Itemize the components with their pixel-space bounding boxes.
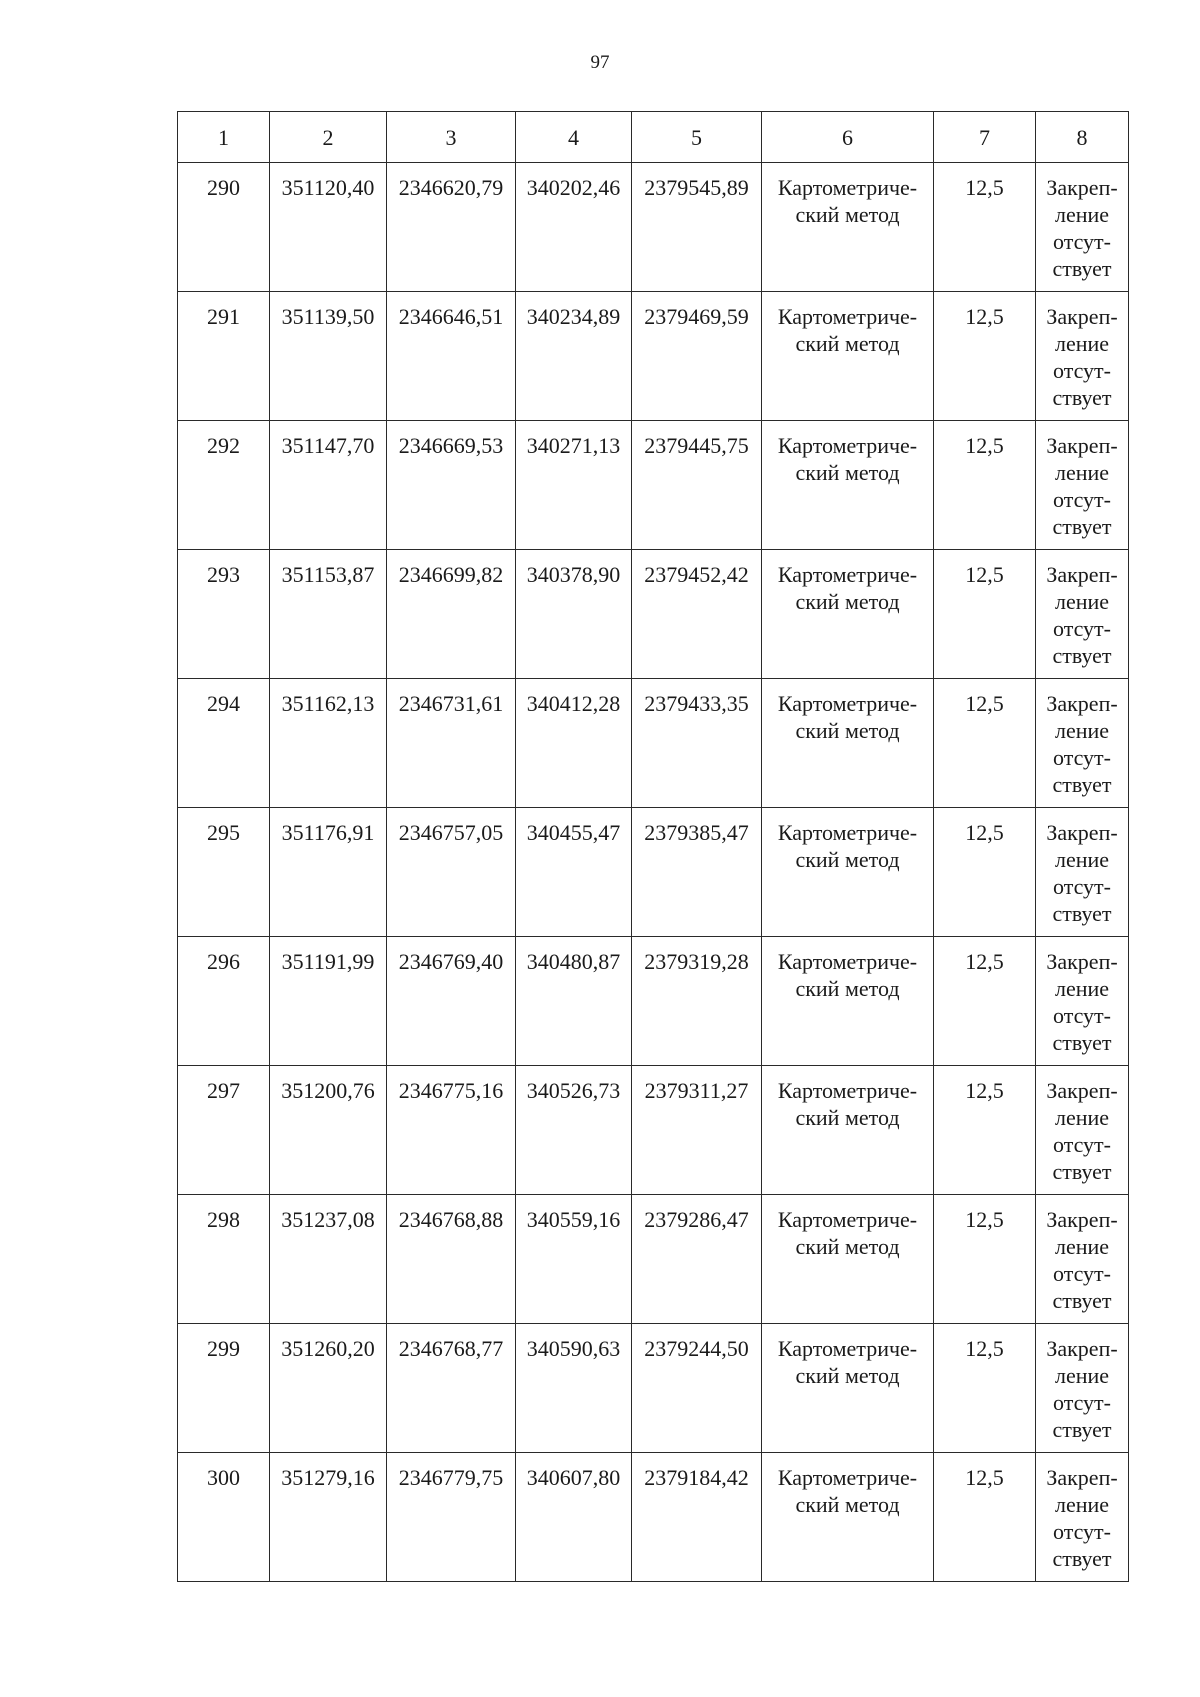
x-coordinate-2-cell: 340480,87 — [516, 937, 632, 1066]
x-coordinate-2-cell: 340559,16 — [516, 1195, 632, 1324]
fixing-description-cell: Закреп-ление отсут-ствует — [1036, 679, 1129, 808]
header-row — [178, 112, 1129, 163]
method-cell: Картометриче-ский метод — [762, 550, 934, 679]
method-cell: Картометриче-ский метод — [762, 937, 934, 1066]
x-coordinate-2-cell: 340590,63 — [516, 1324, 632, 1453]
y-coordinate-2-cell: 2379244,50 — [632, 1324, 762, 1453]
x-coordinate-2-cell: 340455,47 — [516, 808, 632, 937]
table-row — [178, 808, 1129, 937]
x-coordinate-1-cell: 351237,08 — [270, 1195, 387, 1324]
y-coordinate-1-cell: 2346769,40 — [387, 937, 516, 1066]
accuracy-cell: 12,5 — [934, 679, 1036, 808]
table-row — [178, 421, 1129, 550]
y-coordinate-1-cell: 2346699,82 — [387, 550, 516, 679]
column-header: 6 — [762, 112, 934, 163]
x-coordinate-1-cell: 351162,13 — [270, 679, 387, 808]
table-row — [178, 163, 1129, 292]
method-cell: Картометриче-ский метод — [762, 1453, 934, 1582]
method-cell: Картометриче-ский метод — [762, 163, 934, 292]
fixing-description-cell: Закреп-ление отсут-ствует — [1036, 1453, 1129, 1582]
point-number-cell: 297 — [178, 1066, 270, 1195]
point-number-cell: 294 — [178, 679, 270, 808]
x-coordinate-1-cell: 351200,76 — [270, 1066, 387, 1195]
point-number-cell: 295 — [178, 808, 270, 937]
x-coordinate-1-cell: 351147,70 — [270, 421, 387, 550]
x-coordinate-2-cell: 340271,13 — [516, 421, 632, 550]
accuracy-cell: 12,5 — [934, 937, 1036, 1066]
y-coordinate-2-cell: 2379452,42 — [632, 550, 762, 679]
fixing-description-cell: Закреп-ление отсут-ствует — [1036, 937, 1129, 1066]
fixing-description-cell: Закреп-ление отсут-ствует — [1036, 550, 1129, 679]
y-coordinate-1-cell: 2346620,79 — [387, 163, 516, 292]
y-coordinate-2-cell: 2379319,28 — [632, 937, 762, 1066]
column-header: 3 — [387, 112, 516, 163]
table-row — [178, 550, 1129, 679]
point-number-cell: 293 — [178, 550, 270, 679]
column-header: 8 — [1036, 112, 1129, 163]
y-coordinate-2-cell: 2379469,59 — [632, 292, 762, 421]
y-coordinate-1-cell: 2346768,88 — [387, 1195, 516, 1324]
table-row — [178, 679, 1129, 808]
x-coordinate-1-cell: 351191,99 — [270, 937, 387, 1066]
accuracy-cell: 12,5 — [934, 1195, 1036, 1324]
y-coordinate-2-cell: 2379286,47 — [632, 1195, 762, 1324]
point-number-cell: 299 — [178, 1324, 270, 1453]
y-coordinate-1-cell: 2346768,77 — [387, 1324, 516, 1453]
x-coordinate-1-cell: 351153,87 — [270, 550, 387, 679]
column-header: 4 — [516, 112, 632, 163]
point-number-cell: 291 — [178, 292, 270, 421]
column-header: 2 — [270, 112, 387, 163]
accuracy-cell: 12,5 — [934, 1453, 1036, 1582]
point-number-cell: 298 — [178, 1195, 270, 1324]
x-coordinate-2-cell: 340234,89 — [516, 292, 632, 421]
y-coordinate-2-cell: 2379184,42 — [632, 1453, 762, 1582]
table-row — [178, 1066, 1129, 1195]
y-coordinate-2-cell: 2379445,75 — [632, 421, 762, 550]
x-coordinate-1-cell: 351279,16 — [270, 1453, 387, 1582]
method-cell: Картометриче-ский метод — [762, 679, 934, 808]
coordinates-table — [177, 111, 1129, 1582]
accuracy-cell: 12,5 — [934, 1066, 1036, 1195]
x-coordinate-2-cell: 340412,28 — [516, 679, 632, 808]
fixing-description-cell: Закреп-ление отсут-ствует — [1036, 808, 1129, 937]
fixing-description-cell: Закреп-ление отсут-ствует — [1036, 1195, 1129, 1324]
table-row — [178, 937, 1129, 1066]
page-number: 97 — [590, 52, 610, 73]
accuracy-cell: 12,5 — [934, 421, 1036, 550]
y-coordinate-1-cell: 2346757,05 — [387, 808, 516, 937]
x-coordinate-2-cell: 340607,80 — [516, 1453, 632, 1582]
table-row — [178, 292, 1129, 421]
fixing-description-cell: Закреп-ление отсут-ствует — [1036, 1066, 1129, 1195]
column-header: 7 — [934, 112, 1036, 163]
y-coordinate-1-cell: 2346669,53 — [387, 421, 516, 550]
method-cell: Картометриче-ский метод — [762, 421, 934, 550]
fixing-description-cell: Закреп-ление отсут-ствует — [1036, 421, 1129, 550]
method-cell: Картометриче-ский метод — [762, 1324, 934, 1453]
y-coordinate-2-cell: 2379433,35 — [632, 679, 762, 808]
fixing-description-cell: Закреп-ление отсут-ствует — [1036, 163, 1129, 292]
y-coordinate-2-cell: 2379385,47 — [632, 808, 762, 937]
y-coordinate-1-cell: 2346646,51 — [387, 292, 516, 421]
y-coordinate-2-cell: 2379311,27 — [632, 1066, 762, 1195]
x-coordinate-2-cell: 340526,73 — [516, 1066, 632, 1195]
column-header: 5 — [632, 112, 762, 163]
accuracy-cell: 12,5 — [934, 550, 1036, 679]
accuracy-cell: 12,5 — [934, 1324, 1036, 1453]
point-number-cell: 300 — [178, 1453, 270, 1582]
x-coordinate-1-cell: 351139,50 — [270, 292, 387, 421]
y-coordinate-2-cell: 2379545,89 — [632, 163, 762, 292]
y-coordinate-1-cell: 2346775,16 — [387, 1066, 516, 1195]
point-number-cell: 296 — [178, 937, 270, 1066]
table-row — [178, 1453, 1129, 1582]
accuracy-cell: 12,5 — [934, 163, 1036, 292]
column-header: 1 — [178, 112, 270, 163]
fixing-description-cell: Закреп-ление отсут-ствует — [1036, 292, 1129, 421]
accuracy-cell: 12,5 — [934, 292, 1036, 421]
x-coordinate-1-cell: 351260,20 — [270, 1324, 387, 1453]
point-number-cell: 292 — [178, 421, 270, 550]
point-number-cell: 290 — [178, 163, 270, 292]
x-coordinate-1-cell: 351176,91 — [270, 808, 387, 937]
x-coordinate-1-cell: 351120,40 — [270, 163, 387, 292]
table-body — [178, 163, 1129, 1582]
method-cell: Картометриче-ский метод — [762, 808, 934, 937]
table-row — [178, 1195, 1129, 1324]
method-cell: Картометриче-ский метод — [762, 1066, 934, 1195]
accuracy-cell: 12,5 — [934, 808, 1036, 937]
method-cell: Картометриче-ский метод — [762, 292, 934, 421]
fixing-description-cell: Закреп-ление отсут-ствует — [1036, 1324, 1129, 1453]
x-coordinate-2-cell: 340378,90 — [516, 550, 632, 679]
x-coordinate-2-cell: 340202,46 — [516, 163, 632, 292]
table-row — [178, 1324, 1129, 1453]
method-cell: Картометриче-ский метод — [762, 1195, 934, 1324]
y-coordinate-1-cell: 2346779,75 — [387, 1453, 516, 1582]
y-coordinate-1-cell: 2346731,61 — [387, 679, 516, 808]
